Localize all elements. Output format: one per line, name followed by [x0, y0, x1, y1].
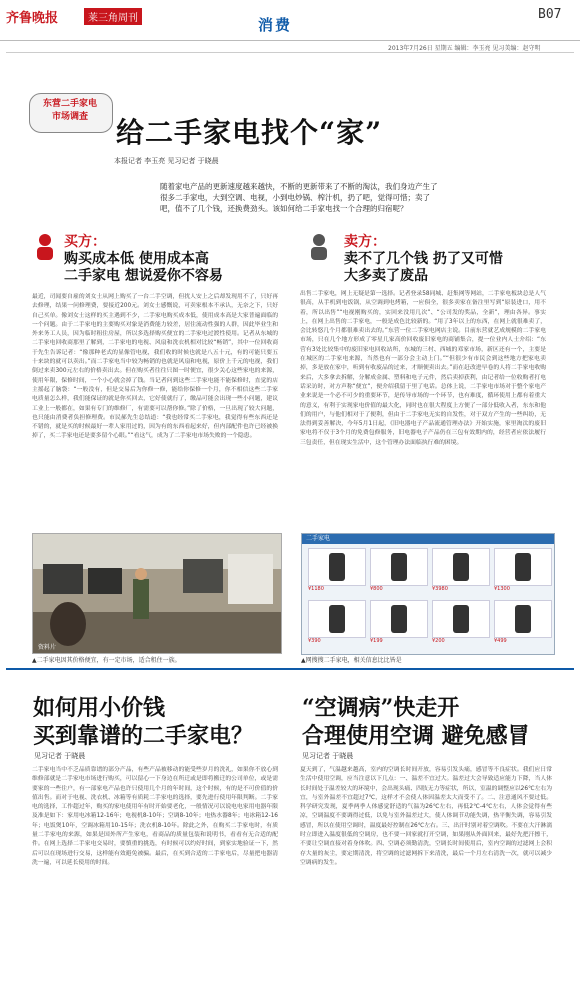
listing-thumbnail — [308, 548, 366, 586]
listing-price: ¥199 — [370, 638, 383, 644]
listing-thumbnail — [370, 548, 428, 586]
section-title: 消费 — [258, 16, 293, 34]
bottom-left-title-line2: 买到靠谱的二手家电？ — [33, 723, 254, 749]
listing-thumbnail — [308, 600, 366, 638]
phone-icon — [453, 553, 469, 581]
phone-icon — [329, 553, 345, 581]
listing-thumbnail — [432, 548, 490, 586]
bottom-left-title-line1: 如何用小价钱 — [33, 695, 166, 721]
edition-tag: 莱三角周刊 — [84, 8, 142, 25]
buyer-subhead — [64, 234, 223, 285]
bottom-right-body: 夏天到了，气温越来越高，室内的空调长时间开放，容易引发头痛，感冒等不良症状。我们应日常生活中使用空调，应当注意以下几点：一、温差不宜过大。温差过大会导致适应能力下降，当人体长时间处于温差较大的环境中，会出现头痛、四肢无力等症状，所以，室温的调整应以26℃左右为宜，与室外温差不宜超过7℃，这样才不会使人体因温差太大而受不了。二、注意通风不要过低。科学研究发现，夏季两季人体感觉舒适的气温为26℃左右，再低2℃-4℃左右，人体会觉得有些凉，空调温度不要调得过低，以免与室外温差过大，使人体调节功能失调，热平衡失调，容易引发感冒，所以在使用空调时，温度最好控制在26℃左右。三、出汗时别对着空调吹。不要在大汗淋漓时立即进入温度很低的空调房，也不要一回家就打开空调，如果刚从外面回来，最好先把汗擦干，不要让空调直接对着身体吹。四、空调必须勤清洗，空调长时间使用后，室内空调的过滤网上会积存大量的灰尘，要定期清洗，将空调的过滤网拆下来清洗，最后一个月左右清洗一次，就可以减少空调病的发生。 — [300, 767, 552, 866]
phone-icon — [515, 605, 531, 633]
listing-item[interactable] — [370, 600, 426, 648]
listing-thumbnail — [494, 600, 552, 638]
listing-price: ¥200 — [432, 638, 445, 644]
store-photo — [32, 533, 282, 654]
phone-icon — [515, 553, 531, 581]
listing-item[interactable] — [370, 548, 426, 596]
topic-label-line1: 东营二手家电 — [42, 99, 97, 109]
section-divider — [6, 668, 574, 670]
seller-body: 出售二手家电，网上无疑是第一选择。记者登录58同城、赶集网等网站，二手家电板块总是人气很高，从手机到电饭锅，从空调到电烤箱，一应俱全，很多卖家在备注里写到“原装进口，用不着，所以出售”“电视刚购买的，实回来没用几次”、“公司发的奖品，全新”，理由各异。事实上，在网上出售的二手家电，一般是成色比较新的。“用了3年以上的东西，在网上就很难卖了，会比转悠几个月都很难卖出去的。”东营一位二手家电网店主说。目前东营就艺成规模的二手家电市场，只在几个地方形成了零星几家高价回收废旧家电的商铺集合，提一位业内人士介绍：“东营有3处比较集中的废旧家电回收站所，东城的三村、西城的邓家市场，新区还有一个，主要是在城区的二手家电来源，当然也有一部分会主动上门。”“但很少有市民会到这些地方把家电卖掉，多是放在家中，听到有收废品的过来，才顺便卖出去。”而在赶改进早卷的人将二手家电收购来后，大多拿去拆解，分解成金属、塑料和电子元件，然后卖掉获利，由记者给一位收购者打电话采访时，对方声称“便宜”，便介绍我留于里了电话。总体上说，二手家电市场对于整个家电产业来说是一个必不可少的重要环节，是传导市场的一个环节，也有难度，循环使用上都有着重大的意义，有利于实现家电价值的最大化，同时也在很大程度上方便了一部分低收入者，东东和他们的用户，与他们相对于了便利，但由于二手家电无实的自发性，对于双方产生的一些纠纷，无法得到妥善解决，今年5月1日起，《旧电器电子产品流通管理办法》开始实施，家里淘汰的废旧家电将不仅于3个月的免费包修服务，旧电器电子产品仍在三包有效期内的，经营者应依法履行三包责任，但在现实生活中，这个管理办法面临执行难的困境。 — [300, 291, 546, 446]
listing-price: ¥499 — [494, 638, 507, 644]
buyer-title-line1: 购买成本低 使用成本高 — [64, 251, 209, 267]
phone-icon — [391, 553, 407, 581]
main-headline: 给二手家电找个“家” — [116, 116, 383, 149]
bottom-right-byline: 见习记者 于晓晨 — [302, 752, 354, 760]
listing-thumbnail — [432, 600, 490, 638]
listing-price: ¥1300 — [494, 586, 510, 592]
web-listing-header: 二手家电 — [302, 534, 554, 544]
buyer-body: 最近，司闻要自雇的刘女士从网上购买了一台二手空调，但扰人安上之后却发现用不了，只好再去修理，结果一问修理费，要接近200元。刘女士感慨说，可卖家根本不承认，无奈之下，只好自己买单。像刘女士这样的买主遇到不少，二手家电购买成本低，使用成本高是大家普遍面临的一个问题。由于二手家电的主要购买对象是消费能力较差，居住流动性强的人群，因此毕业生和外来务工人员，因为临时租住房屋，所以多选择购买便宜的二手家电过渡性使用。记者从东城的二手家电回收商那里了解到，二手家电的电视、风扇和洗衣机相对比较“畅销”，其中一位回收商于先生告诉记者：“像那种老式的显像管电视，我们收的时候也就是八五十元，有的可能只要五十来块的就可以卖出。”而二手家电当中较为畅销的也就是风扇和电视，原价上千元的电视，我们倒过来卖300元左右的价格卖出去。但在购买者往往只图一时便宜，很少关心这些家电的来源，使用年限，保修时间，一个小心就会掉了钱。当记者问到这些二手家电能不能保修时，直觉的店主摇起了脑袋：“一般没有，但是交易后为你修一修，能给你保修一个月，你不相信这些二手家电质量怎么样，我们能保证的就是你买回去，它好使就行了，缴品可能会出现一些小问题，建议工业上一般都在，如果有专门的维修厂，有需要可以帮你修。”除了价格，一旦出现了较大问题，也只能由消费者负担修理费。市民郝先生总结道：“我也经常买二手家电，我觉得有些东西还是不错的，就是买的时候最好一辈人家用过的，因为有的东西看起来好，但内部配件也许已经被换掉了，买二手家电还是要多留个心眼。”“看这气，成为了二手家电市场失败的一个隐患。 — [32, 294, 278, 440]
topic-label-line2: 市场调查 — [51, 112, 88, 122]
bottom-left-headline — [33, 694, 253, 750]
dateline: 2013年7月26日 星期五 编辑：李玉亮 见习美编：赵守明 — [388, 45, 541, 52]
seller-subhead — [344, 234, 503, 285]
topic-label — [33, 98, 107, 124]
listing-thumbnail — [494, 548, 552, 586]
photo-credit: 资料片 — [38, 644, 57, 651]
main-byline: 本报记者 李玉亮 见习记者 于晓晨 — [114, 157, 219, 165]
listing-item[interactable] — [494, 600, 550, 648]
bottom-left-byline: 见习记者 于晓晨 — [34, 752, 86, 760]
lead-paragraph: 随着家电产品的更新速度越来越快，不断的更新带来了不断的淘汰，我们身边产生了很多二手家电，大到空调、电视，小到电炒锅、榨汁机，扔了吧，觉得可惜；卖了吧，值不了几个钱，还换费劲头。该如何给二手家电找一个合理的归宿呢？ — [160, 182, 438, 213]
web-photo-caption: ▲网搜搜二手家电，相关信息比比皆是 — [301, 657, 402, 664]
listing-item[interactable] — [432, 600, 488, 648]
seller-title-line2: 大多卖了废品 — [344, 268, 428, 284]
bottom-right-title-line2: 合理使用空调 避免感冒 — [302, 723, 530, 749]
bottom-right-headline — [302, 694, 530, 750]
seller-person-icon — [304, 232, 334, 266]
listing-thumbnail — [370, 600, 428, 638]
bottom-right-title-line1: “空调病”快走开 — [302, 695, 460, 721]
listing-item[interactable] — [494, 548, 550, 596]
listing-price: ¥390 — [308, 638, 321, 644]
page-number: B07 — [538, 7, 562, 22]
store-photo-caption: ▲二手家电因其价格便宜，有一定市场，适合租住一族。 — [32, 657, 181, 664]
listing-price: ¥1180 — [308, 586, 324, 592]
bottom-left-body: 二手家电当中不乏品质靠谱的部分产品，有些产品被移动的能受些岁月的洗礼，如果你不放心到维修部就是二手家电市场进行购买，可以留心一下身边在所迁或是即将搬迁的公司单位，或是需要家的一些住户，有一部家电产品也许只使用几个月的年时间，这个时候，有的是不可价值的价值出售。而对于电视、洗衣机、冰箱等有质耗二手家电的选择，要先进行使用年限判断。二手家电的选择，工作超过年，购买的家电使用年有时开始要老化，一般情况可以说电电家用电器年限及准是如下：家用电冰箱12-16年；电视机8-10年；空调8-10年；电热水器8年；电冰箱12-16年；电饭煲10年，空调冰箱用10-15年；洗衣机8-10年。除此之外，在购买二手家电时，有质量二手家电的来源，如果是国外所产生家电，看商品的质量包装和说明书，看看有无合适的配件。在网上选择二手家电交易时，要慎重的挑选，有时候可以约好时间，到家实地验证一下，然后可以在现场进行交易，这样能有效避免被骗。最后，在买到合适的二手家电后，尽量把电器清洗一遍，可以延长使用的时间。 — [32, 767, 278, 866]
listing-price: ¥800 — [370, 586, 383, 592]
newspaper-logo: 齐鲁晚报 — [6, 11, 59, 26]
listing-price: ¥3980 — [432, 586, 448, 592]
listing-item[interactable] — [432, 548, 488, 596]
listing-item[interactable] — [308, 548, 364, 596]
buyer-title-line2: 二手家电 想说爱你不容易 — [64, 268, 223, 284]
listing-item[interactable] — [308, 600, 364, 648]
buyer-kicker: 买方： — [64, 234, 106, 250]
seller-kicker: 卖方： — [344, 234, 386, 250]
phone-icon — [329, 605, 345, 633]
phone-icon — [391, 605, 407, 633]
header-divider — [6, 52, 574, 53]
seller-title-line1: 卖不了几个钱 扔了又可惜 — [344, 251, 503, 267]
phone-icon — [453, 605, 469, 633]
buyer-person-icon — [30, 232, 60, 266]
web-listing-screenshot — [301, 533, 555, 655]
